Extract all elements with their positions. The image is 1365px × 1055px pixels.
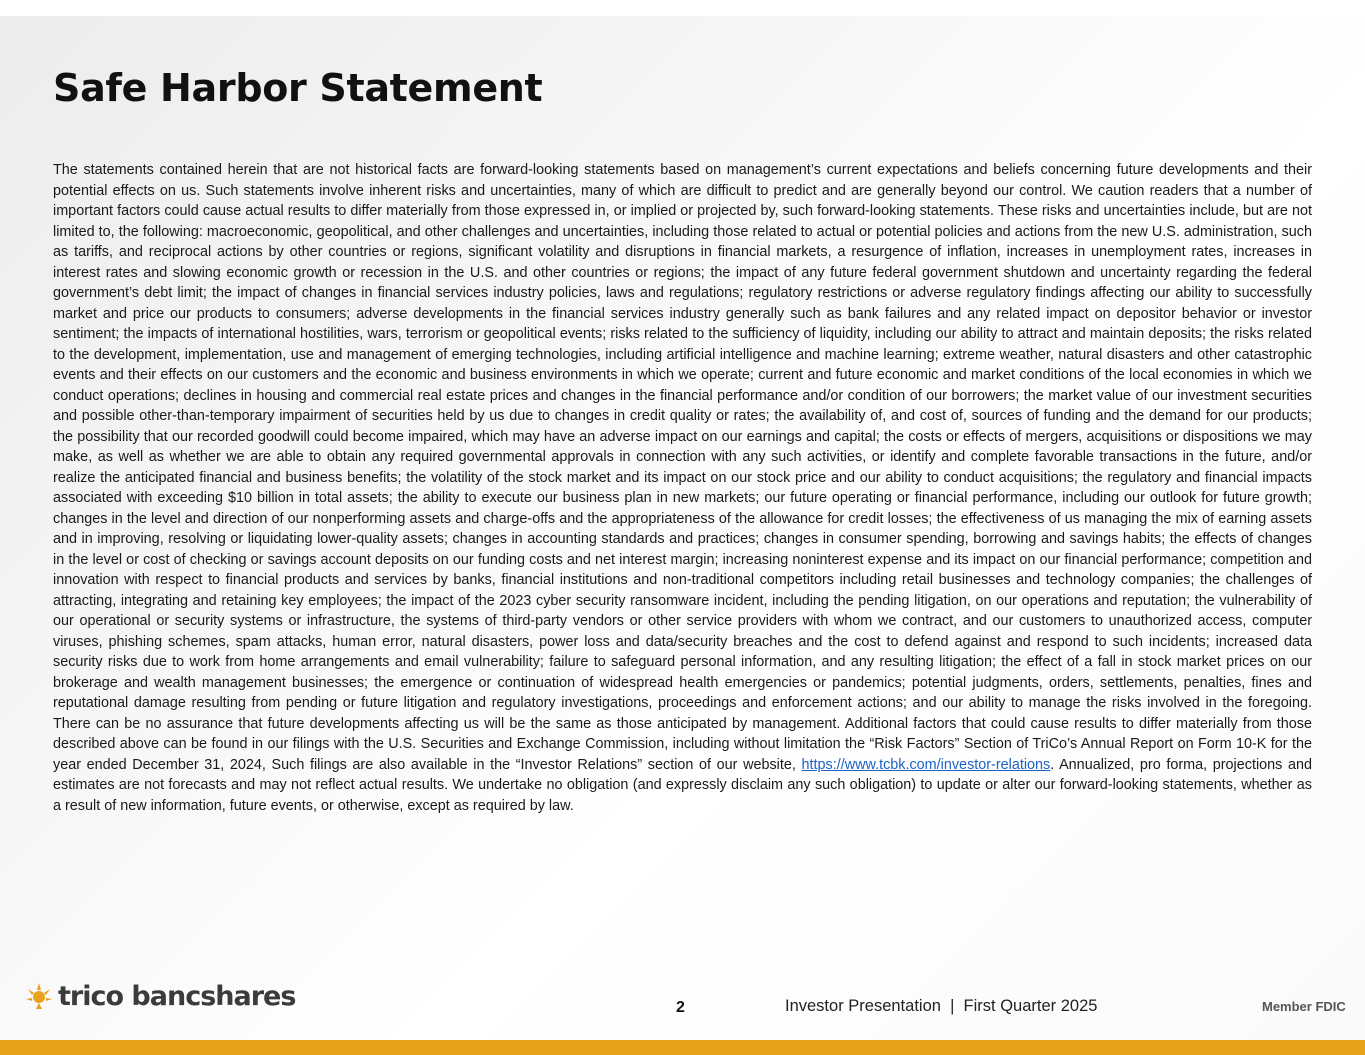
logo-text: trico bancshares: [58, 980, 296, 1012]
page-title: Safe Harbor Statement: [53, 66, 543, 110]
footer-accent-bar: [0, 1040, 1365, 1055]
trico-logo: [24, 978, 295, 1014]
safe-harbor-body: [53, 160, 1312, 816]
slide: [0, 16, 1365, 1055]
trico-sun-logo-icon: [24, 981, 54, 1011]
body-text-part-2: . Annualized, pro forma, projections and estimates are not forecasts and may not reflect actual results. We undertake no obligation (and expressly disclaim any such obligation) to update or alter our forward-looking statements, whether as a result of new information, future events, or otherwise, except as required by law.: [53, 756, 1312, 814]
page-number: 2: [676, 999, 685, 1016]
body-text-part-1: The statements contained herein that are not historical facts are forward-looking statements based on management’s current expectations and beliefs concerning future developments and their potential effects on us. Such statements involve inherent risks and uncertainties, many of which are difficult to predict and are generally beyond our control. We caution readers that a number of important factors could cause actual results to differ materially from those expressed in, or implied or projected by, such forward-looking statements. These risks and uncertainties include, but are not limited to, the following: macroeconomic, geopolitical, and other challenges and uncertainties, including those related to actual or potential policies and actions from the new U.S. administration, such as tariffs, and reciprocal actions by other countries or regions, significant volatility and disruptions in financial markets, a resurgence of inflation, increases in unemployment rates, increases in interest rates and slowing economic growth or recession in the U.S. and other countries or regions; the impact of any future federal government shutdown and uncertainty regarding the federal government’s debt limit; the impact of changes in financial services industry policies, laws and regulations; regulatory restrictions or adverse regulatory findings affecting our ability to successfully market and price our products to consumers; adverse developments in the financial services industry generally such as bank failures and any related impact on depositor behavior or investor sentiment; the impacts of international hostilities, wars, terrorism or geopolitical events; risks related to the sufficiency of liquidity, including our ability to attract and maintain deposits; the risks related to the development, implementation, use and management of emerging technologies, including artificial intelligence and machine learning; extreme weather, natural disasters and other catastrophic events and their effects on our customers and the economic and business environments in which we operate; current and future economic and market conditions of the local economies in which we conduct operations; declines in housing and commercial real estate prices and changes in the financial performance and/or condition of our borrowers; the market value of our investment securities and possible other-than-temporary impairment of securities held by us due to changes in credit quality or rates; the availability of, and cost of, sources of funding and the demand for our products; the possibility that our recorded goodwill could become impaired, which may have an adverse impact on our earnings and capital; the costs or effects of mergers, acquisitions or dispositions we may make, as well as whether we are able to obtain any required governmental approvals in connection with any such activities, or identify and complete favorable transactions in the future, and/or realize the anticipated financial and business benefits; the volatility of the stock market and its impact on our stock price and our ability to conduct acquisitions; the regulatory and financial impacts associated with exceeding $10 billion in total assets; the ability to execute our business plan in new markets; our future operating or financial performance, including our outlook for future growth; changes in the level and direction of our nonperforming assets and charge-offs and the appropriateness of the allowance for credit losses; the effectiveness of us managing the mix of earning assets and in improving, resolving or liquidating lower-quality assets; changes in accounting standards and practices; changes in consumer spending, borrowing and savings habits; the effects of changes in the level or cost of checking or savings account deposits on our funding costs and net interest margin; increasing noninterest expense and its impact on our financial performance; competition and innovation with respect to financial products and services by banks, financial institutions and non-traditional competitors including retail businesses and technology companies; the challenges of attracting, integrating and retaining key employees; the impact of the 2023 cyber security ransomware incident, including the pending litigation, on our operations and reputation; the vulnerability of our operational or security systems or infrastructure, the systems of third-party vendors or other service providers with whom we contract, and our customers to unauthorized access, computer viruses, phishing schemes, spam attacks, human error, natural disasters, power loss and data/security breaches and the cost to defend against and respond to such incidents; increased data security risks due to work from home arrangements and email vulnerability; failure to safeguard personal information, and any resulting litigation; the effect of a fall in stock market prices on our brokerage and wealth management businesses; the emergence or continuation of widespread health emergencies or pandemics; potential judgments, orders, settlements, penalties, fines and reputational damage resulting from pending or future litigation and regulatory investigations, proceedings and enforcement actions; and our ability to manage the risks involved in the foregoing. There can be no assurance that future developments affecting us will be the same as those anticipated by management. Additional factors that could cause results to differ materially from those described above can be found in our filings with the U.S. Securities and Exchange Commission, including without limitation the “Risk Factors” Section of TriCo’s Annual Report on Form 10-K for the year ended December 31, 2024, Such filings are also available in the “Investor Relations” section of our website,: [53, 162, 1312, 773]
member-fdic-label: Member FDIC: [1262, 999, 1346, 1014]
footer-caption: Investor Presentation | First Quarter 2025: [785, 997, 1098, 1015]
investor-relations-link[interactable]: https://www.tcbk.com/investor-relations: [801, 756, 1051, 773]
